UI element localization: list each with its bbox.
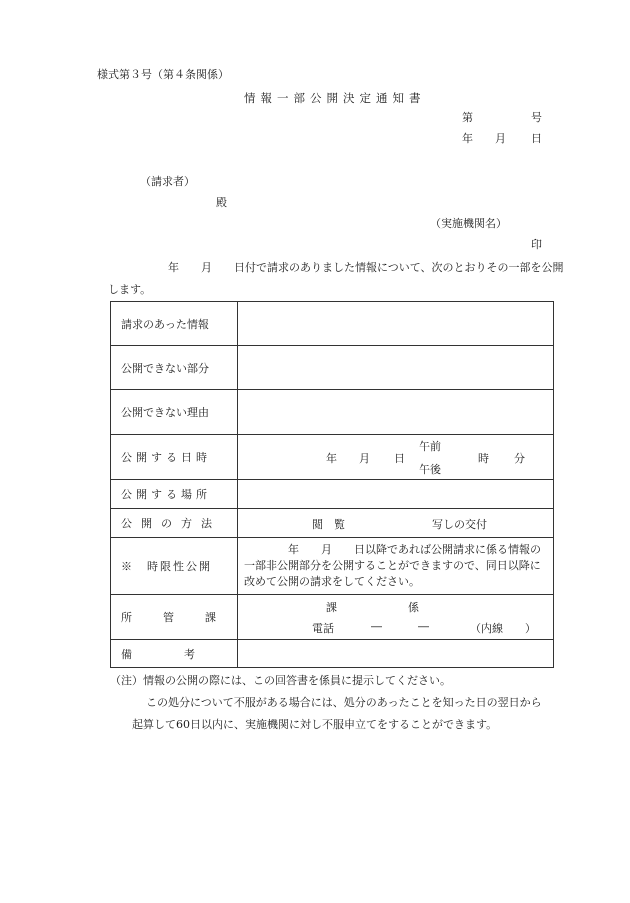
field-undisclosed-reason[interactable]	[238, 390, 554, 435]
method-option-copy[interactable]: 写しの交付	[432, 518, 487, 531]
label-timed-disclosure: ※ 時限性公開	[111, 538, 238, 595]
info-table	[110, 301, 554, 668]
table-row-department	[111, 595, 554, 640]
note-line-2: この処分について不服がある場合には、処分のあったことを知った日の翌日から	[146, 696, 542, 709]
label-department: 所 管 課	[111, 595, 238, 640]
agency-label: （実施機関名）	[430, 217, 507, 230]
table-row-remarks	[111, 640, 554, 668]
phone-dash-2: ―	[418, 620, 429, 633]
timed-disclosure-text: 年 月 日以降であれば公開請求に係る情報の一部非公開部分を公開することができますので、同日以降に改めて公開の請求をしてください。	[244, 543, 541, 588]
date-month: 月	[495, 132, 506, 145]
department-ka: 課	[326, 601, 337, 614]
date-year: 年	[462, 132, 473, 145]
label-undisclosed-reason: 公開できない理由	[111, 390, 238, 435]
datetime-pm: 午後	[419, 463, 441, 476]
table-row-timed-disclosure	[111, 538, 554, 595]
label-undisclosed-part: 公開できない部分	[111, 346, 238, 390]
label-disclosure-method: 公開の方法	[111, 509, 238, 538]
datetime-minute: 分	[514, 452, 525, 465]
field-timed-disclosure	[238, 538, 554, 595]
field-disclosure-datetime[interactable]	[238, 435, 554, 480]
note-line-1: （注）情報の公開の際には、この回答書を係員に提示してください。	[110, 674, 451, 687]
seal-mark: 印	[531, 238, 542, 251]
honorific: 殿	[216, 196, 227, 209]
table-row-disclosure-place	[111, 480, 554, 509]
datetime-year: 年	[326, 452, 337, 465]
note-line-3: 起算して60日以内に、実施機関に対し不服申立てをすることができます。	[132, 718, 498, 731]
table-row-disclosure-datetime	[111, 435, 554, 480]
table-row-undisclosed-reason	[111, 390, 554, 435]
department-kakari: 係	[408, 601, 419, 614]
label-remarks: 備 考	[111, 640, 238, 668]
field-department[interactable]	[238, 595, 554, 640]
label-requested-info: 請求のあった情報	[111, 302, 238, 346]
datetime-day: 日	[394, 452, 405, 465]
datetime-am: 午前	[419, 440, 441, 453]
field-requested-info[interactable]	[238, 302, 554, 346]
intro-text: 年 月 日付で請求のありました情報について、次のとおりその一部を公開します。	[108, 261, 564, 296]
label-disclosure-place: 公開する場所	[111, 480, 238, 509]
datetime-month: 月	[359, 452, 370, 465]
field-remarks[interactable]	[238, 640, 554, 668]
requester-label: （請求者）	[140, 175, 195, 188]
table-row-requested-info	[111, 302, 554, 346]
doc-number-suffix: 号	[531, 111, 542, 124]
field-undisclosed-part[interactable]	[238, 346, 554, 390]
table-row-undisclosed-part	[111, 346, 554, 390]
date-day: 日	[531, 132, 542, 145]
method-option-view[interactable]: 閲 覧	[312, 518, 345, 531]
document-title: 情報一部公開決定通知書	[244, 91, 426, 105]
datetime-hour: 時	[478, 452, 489, 465]
form-number: 様式第３号（第４条関係）	[97, 68, 229, 81]
field-disclosure-place[interactable]	[238, 480, 554, 509]
doc-number-prefix: 第	[462, 111, 473, 124]
label-disclosure-datetime: 公開する日時	[111, 435, 238, 480]
phone-label: 電話	[312, 622, 334, 635]
field-disclosure-method	[238, 509, 554, 538]
phone-dash-1: ―	[371, 620, 382, 633]
table-row-disclosure-method	[111, 509, 554, 538]
phone-extension: （内線 ）	[470, 622, 536, 635]
